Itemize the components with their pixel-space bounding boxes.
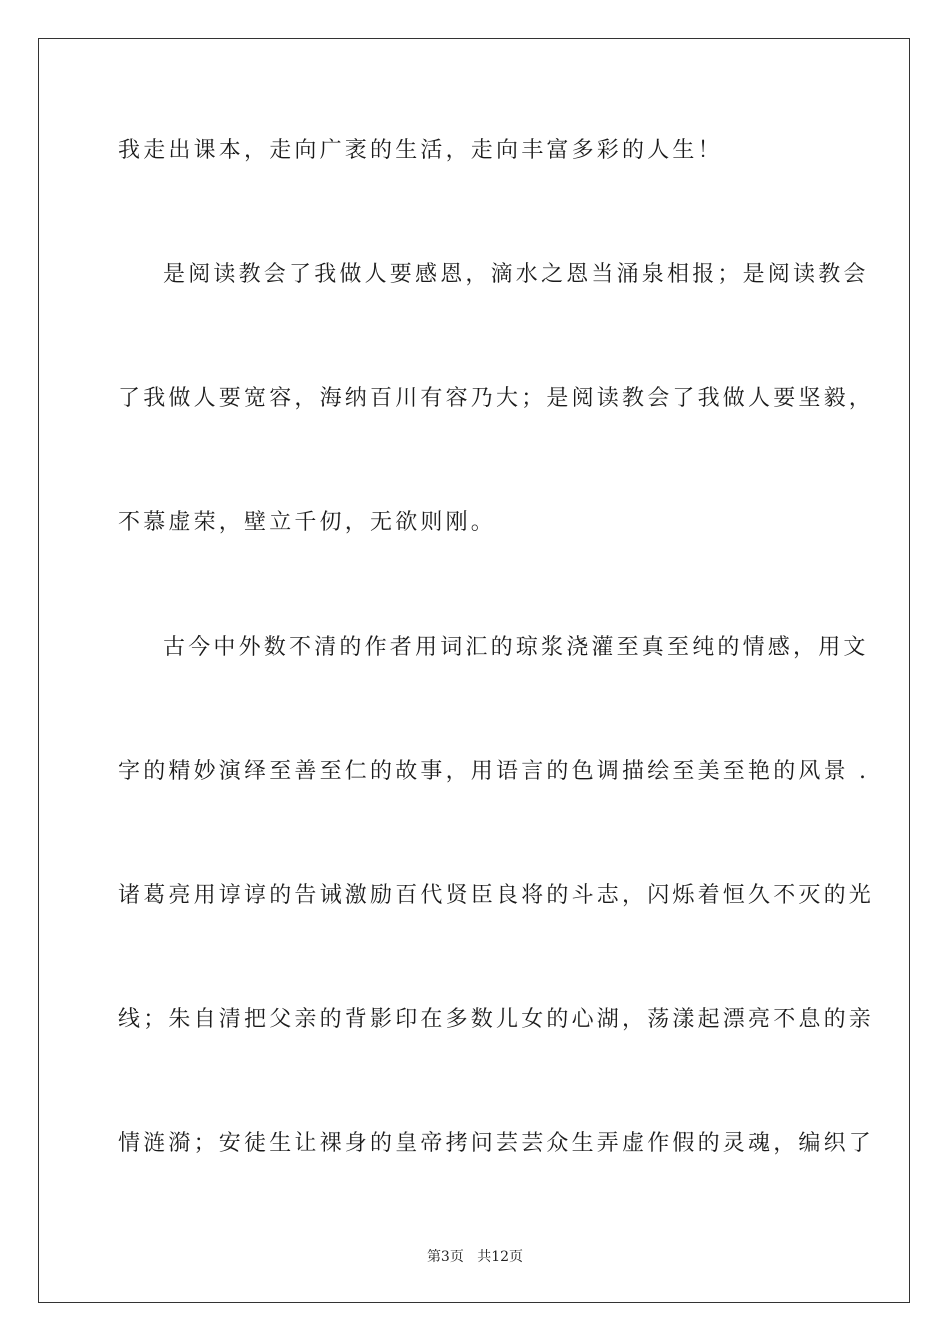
text-line-9: 情涟漪；安徒生让裸身的皇帝拷问芸芸众生弄虚作假的灵魂，编织了 xyxy=(118,1131,875,1156)
text-line-8: 线；朱自清把父亲的背影印在多数儿女的心湖，荡漾起漂亮不息的亲 xyxy=(118,1007,875,1032)
text-line-1: 我走出课本，走向广袤的生活，走向丰富多彩的人生！ xyxy=(118,138,723,163)
text-line-7: 诸葛亮用谆谆的告诫激励百代贤臣良将的斗志，闪烁着恒久不灭的光 xyxy=(118,883,875,908)
page-border xyxy=(38,38,910,1303)
text-line-4: 不慕虚荣，壁立千仞，无欲则刚。 xyxy=(118,510,497,535)
page-footer xyxy=(0,1248,950,1266)
page-total: 共12页 xyxy=(477,1249,524,1265)
paragraph-start-line: 是阅读教会了我做人要感恩，滴水之恩当涌泉相报；是阅读教会 xyxy=(163,262,869,287)
page-number: 第3页 xyxy=(426,1249,464,1265)
text-line-6: 字的精妙演绎至善至仁的故事，用语言的色调描绘至美至艳的风景 . xyxy=(118,759,870,784)
text-line-3: 了我做人要宽容，海纳百川有容乃大；是阅读教会了我做人要坚毅， xyxy=(118,386,875,411)
paragraph-start-line: 古今中外数不清的作者用词汇的琼浆浇灌至真至纯的情感，用文 xyxy=(163,635,869,660)
